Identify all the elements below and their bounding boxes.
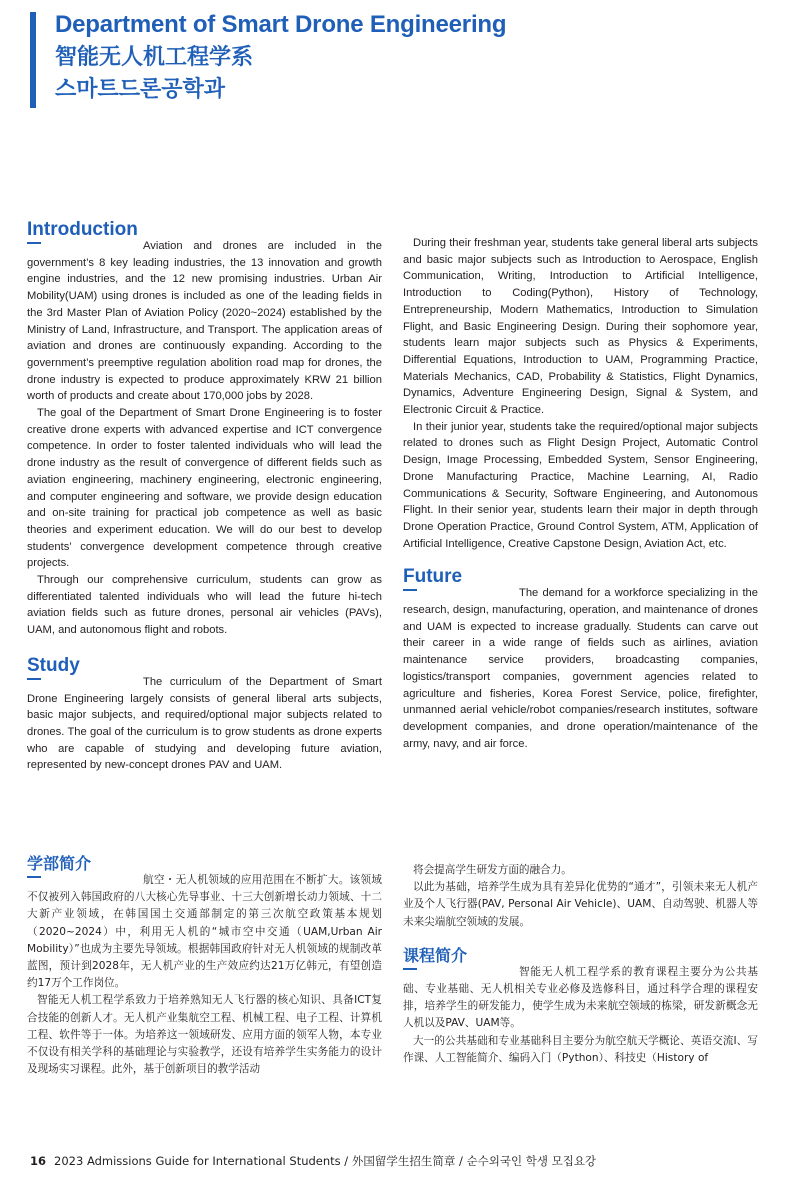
page-title-en: Department of Smart Drone Engineering xyxy=(55,11,507,38)
page-number: 16 xyxy=(30,1154,47,1168)
zh-intro-heading: 学部简介 xyxy=(27,854,92,873)
future-paragraph-1: The demand for a workforce specializing in the research, design, manufacturing, operation, and maintenance of drones and UAM is expected to increase gradually. Students can carve out their career in a wide range of fields such as airlines, aviation maintenance service providers, broadcasting companies, logistics/transport companies, government agencies related to agriculture and fisheries, Korea Forest Service, police, firefighter, unmanned aerial vehicle/robot companies/research institutes, software development companies, and drone operation/maintenance of the army, navy, and air force. xyxy=(403,587,758,750)
page-footer xyxy=(30,1153,596,1169)
page-title-block xyxy=(55,10,506,106)
page-title-ko: 스마트드론공학과 xyxy=(55,77,226,102)
chinese-left-column xyxy=(27,853,382,1078)
zh-intro-paragraph-1: 航空・无人机领域的应用范围在不断扩大。该领域不仅被列入韩国政府的八大核心先导事业、十三大创新增长动力领域、十二大新产业领域，在韩国国土交通部制定的第三次航空政策基本规划（2020~2024）中，利用无人机的“城市空中交通（UAM,Urban Air Mobility）”也成为主要先导领域。根据韩国政府针对无人机领域的规制改革蓝图，预计到2028年，无人机产业的生产效应约达21万亿韩元，有望创造约17万个工作岗位。 xyxy=(27,874,382,990)
zh-intro-paragraph-2: 智能无人机工程学系致力于培养熟知无人飞行器的核心知识、具备ICT复合技能的创新人才。无人机产业集航空工程、机械工程、电子工程、计算机工程、软件等于一体。为培养这一领域研发、应用方面的领军人物，本专业不仅设有相关学科的基础理论与实验教学，还设有培养学生实务能力的设计及现场实习课程。此外，基于创新项目的教学活动 xyxy=(27,994,382,1076)
zh-course-heading: 课程简介 xyxy=(403,945,468,965)
introduction-paragraph-1: Aviation and drones are included in the government’s 8 key leading industries, the 13 innovation and growth engine industries, and the 12 new promising industries. Urban Air Mobility(UAM) using drones is included as one of the leading fields in the 3rd Master Plan of Aviation Policy (2020~2024) established by the Ministry of Land, Infrastructure, and Transport. The application areas of aviation and drones are continuously expanding. According to the government’s preemptive regulation abolition road map for drones, the drone industry is expected to produce approximately KRW 21 billion worth of products and create about 170,000 jobs by 2028. xyxy=(27,240,382,403)
page-title-zh: 智能无人机工程学系 xyxy=(55,45,254,70)
zh-intro-paragraph-4: 以此为基础，培养学生成为具有差异化优势的“通才”，引领未来无人机产业及个人飞行器(PAV, Personal Air Vehicle)、UAM、自动驾驶、机器人等未来尖端航空领域的发展。 xyxy=(403,881,758,928)
zh-intro-paragraph-3: 将会提高学生研发方面的融合力。 xyxy=(413,864,572,876)
introduction-paragraph-3: Through our comprehensive curriculum, students can grow as differentiated talented individuals who will lead the future hi-tech aviation fields such as future drones, personal air vehicles (PAVs), UAM, and autonomous flight and robots. xyxy=(27,574,382,637)
introduction-heading: Introduction xyxy=(27,219,138,240)
zh-course-paragraph-1: 智能无人机工程学系的教育课程主要分为公共基础、专业基础、无人机相关专业必修及选修科目，通过科学合理的课程安排，培养学生的研发能力，使学生成为未来航空领域的栋梁，研发新概念无人机以及PAV、UAM等。 xyxy=(403,965,758,1030)
study-heading: Study xyxy=(27,654,80,676)
study-paragraph-3: In their junior year, students take the required/optional major subjects related to drones such as Flight Design Project, Automatic Control Design, Image Processing, Embedded System, Sensor Engineering, Drone Manufacturing Practice, Machine Learning, AI, Radio Communications & Security, Software Engineering, and Autonomous Flight. In their senior year, students learn their major in depth through Drone Operation Practice, Ground Control System, ATM, Application of Artificial Intelligence, Creative Capstone Design, Aviation Act, etc. xyxy=(403,420,758,550)
study-paragraph-1: The curriculum of the Department of Smart Drone Engineering largely consists of general liberal arts subjects, basic major subjects, and required/optional major subjects related to drones. The goal of the curriculum is to grow students as drone experts who are capable of studying and developing future aviation, represented by new-concept drones PAV and UAM. xyxy=(27,675,382,772)
english-right-column xyxy=(403,235,758,752)
footer-text: 2023 Admissions Guide for International Students / 外国留学生招生简章 / 순수외국인 학생 모집요강 xyxy=(54,1154,597,1168)
future-heading: Future xyxy=(403,566,463,588)
english-left-column xyxy=(27,219,382,774)
title-accent-bar xyxy=(30,12,36,108)
study-paragraph-2: During their freshman year, students take general liberal arts subjects and basic major subjects such as Introduction to Aerospace, English Communication, Writing, Introduction to Artificial Intelligence, Introduction to Coding(Python), History of Technology, Entrepreneurship, Modern Mathematics, Introduction to Simulation Flight, and Basic Engineering Design. During their sophomore year, students learn major subjects such as Physics & Experiments, Differential Equations, Introduction to UAM, Programming Practice, Materials Mechanics, CAD, Probability & Statistics, Flight Dynamics, Dynamics, Adventure Engineering Design, Signal & System, and Electronic Circuit & Practice. xyxy=(403,237,758,417)
zh-course-paragraph-2: 大一的公共基础和专业基础科目主要分为航空航天学概论、英语交流Ⅰ、写作课、人工智能简介、编码入门（Python）、科技史（History of xyxy=(403,1034,758,1064)
chinese-right-column xyxy=(403,862,758,1067)
introduction-paragraph-2: The goal of the Department of Smart Drone Engineering is to foster creative drone experts with advanced expertise and ICT convergence competence. In order to foster talented individuals who will lead the drone industry as the result of convergence of different fields such as aviation engineering, machinery engineering, electronic engineering, and computer engineering and software, we provide design education and on-site training for practical job competence as well as basic theories and experiment education. We will do our best to develop students’ convergence development competence through creative projects. xyxy=(27,407,382,570)
